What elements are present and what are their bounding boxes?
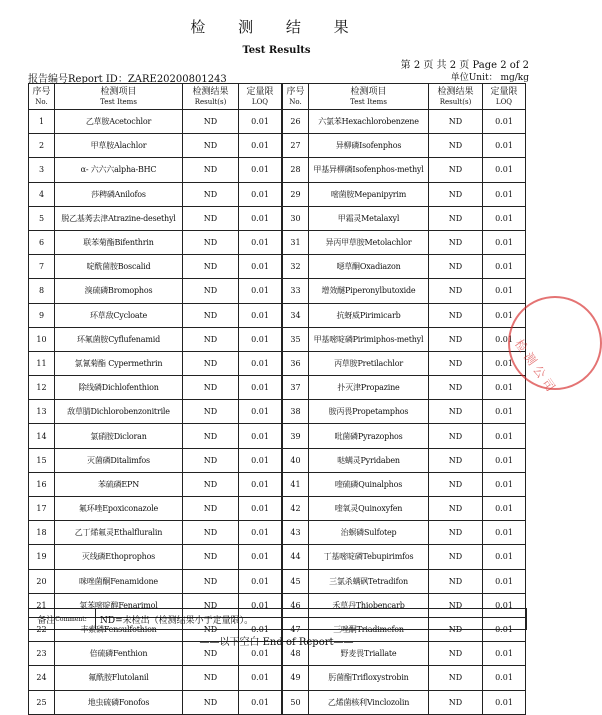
test-item-name: 三氯杀螨砜Tetradifon: [309, 569, 429, 593]
loq-value: 0.01: [239, 690, 282, 714]
row-number: 38: [283, 400, 309, 424]
result-value: ND: [429, 279, 483, 303]
test-item-name: 氯苯嘧啶醇Fenarimol: [55, 593, 183, 617]
loq-value: 0.01: [483, 642, 526, 666]
row-number: 39: [283, 424, 309, 448]
row-number: 12: [29, 376, 55, 400]
result-value: ND: [429, 327, 483, 351]
row-number: 42: [283, 497, 309, 521]
report-title-en: Test Results: [242, 45, 311, 56]
table-row: [29, 255, 282, 279]
test-item-name: 三唑酮Triadimefon: [309, 617, 429, 641]
row-number: 41: [283, 472, 309, 496]
test-item-name: 倍硫磷Fenthion: [55, 642, 183, 666]
loq-value: 0.01: [483, 230, 526, 254]
test-item-name: 乙烯菌核利Vinclozolin: [309, 690, 429, 714]
loq-value: 0.01: [239, 255, 282, 279]
result-value: ND: [183, 545, 239, 569]
result-value: ND: [429, 400, 483, 424]
table-row: [29, 569, 282, 593]
row-number: 46: [283, 593, 309, 617]
loq-value: 0.01: [239, 569, 282, 593]
result-value: ND: [183, 134, 239, 158]
test-item-name: 地虫硫磷Fonofos: [55, 690, 183, 714]
loq-value: 0.01: [239, 666, 282, 690]
test-item-name: α- 六六六alpha-BHC: [55, 158, 183, 182]
table-row: [283, 134, 526, 158]
table-row: [29, 230, 282, 254]
table-row: [29, 351, 282, 375]
table-row: [283, 255, 526, 279]
loq-value: 0.01: [239, 497, 282, 521]
result-value: ND: [429, 521, 483, 545]
loq-value: 0.01: [483, 134, 526, 158]
result-value: ND: [429, 255, 483, 279]
table-row: [283, 521, 526, 545]
row-number: 3: [29, 158, 55, 182]
result-value: ND: [429, 666, 483, 690]
result-value: ND: [183, 158, 239, 182]
test-item-name: 苯硫磷EPN: [55, 472, 183, 496]
table-row: [29, 376, 282, 400]
result-value: ND: [183, 472, 239, 496]
row-number: 19: [29, 545, 55, 569]
test-item-name: 甲基嘧啶磷Pirimiphos-methyl: [309, 327, 429, 351]
table-row: [283, 400, 526, 424]
loq-value: 0.01: [483, 279, 526, 303]
row-number: 34: [283, 303, 309, 327]
loq-value: 0.01: [483, 472, 526, 496]
row-number: 31: [283, 230, 309, 254]
result-value: ND: [183, 279, 239, 303]
loq-value: 0.01: [483, 158, 526, 182]
col-result-header: 检测结果 Result(s): [429, 84, 483, 110]
row-number: 50: [283, 690, 309, 714]
loq-value: 0.01: [483, 521, 526, 545]
test-item-name: 扑灭津Propazine: [309, 376, 429, 400]
table-header-row: [283, 84, 526, 110]
test-item-name: 丁基嘧啶磷Tebupirimfos: [309, 545, 429, 569]
comment-label: 备注 Comment:: [29, 609, 96, 629]
table-row: [283, 110, 526, 134]
loq-value: 0.01: [483, 182, 526, 206]
test-item-name: 环氟菌胺Cyflufenamid: [55, 327, 183, 351]
col-item-header: 检测项目 Test Items: [309, 84, 429, 110]
row-number: 5: [29, 206, 55, 230]
table-row: [283, 545, 526, 569]
table-row: [283, 497, 526, 521]
table-row: [29, 666, 282, 690]
comment-text: ND=未检出（检测结果小于定量限）。: [100, 615, 254, 626]
row-number: 35: [283, 327, 309, 351]
result-value: ND: [429, 206, 483, 230]
result-value: ND: [183, 617, 239, 641]
row-number: 30: [283, 206, 309, 230]
table-row: [283, 424, 526, 448]
result-value: ND: [429, 545, 483, 569]
table-row: [283, 376, 526, 400]
row-number: 28: [283, 158, 309, 182]
row-number: 14: [29, 424, 55, 448]
test-item-name: 增效醚Piperonylbutoxide: [309, 279, 429, 303]
row-number: 18: [29, 521, 55, 545]
row-number: 21: [29, 593, 55, 617]
result-value: ND: [429, 376, 483, 400]
loq-value: 0.01: [483, 303, 526, 327]
table-row: [283, 351, 526, 375]
table-row: [29, 134, 282, 158]
test-item-name: 啶酰菌胺Boscalid: [55, 255, 183, 279]
test-item-name: 氯硝胺Dicloran: [55, 424, 183, 448]
row-number: 9: [29, 303, 55, 327]
result-value: ND: [429, 182, 483, 206]
test-item-name: 喹硫磷Quinalphos: [309, 472, 429, 496]
row-number: 36: [283, 351, 309, 375]
loq-value: 0.01: [483, 569, 526, 593]
result-value: ND: [183, 230, 239, 254]
row-number: 47: [283, 617, 309, 641]
col-seq-header: 序号 No.: [283, 84, 309, 110]
comment-row: [28, 608, 527, 630]
result-value: ND: [183, 182, 239, 206]
table-row: [283, 448, 526, 472]
row-number: 44: [283, 545, 309, 569]
loq-value: 0.01: [239, 206, 282, 230]
table-row: [29, 521, 282, 545]
loq-value: 0.01: [483, 545, 526, 569]
row-number: 2: [29, 134, 55, 158]
loq-value: 0.01: [483, 497, 526, 521]
table-row: [283, 303, 526, 327]
row-number: 49: [283, 666, 309, 690]
table-row: [283, 472, 526, 496]
row-number: 7: [29, 255, 55, 279]
row-number: 6: [29, 230, 55, 254]
table-row: [283, 690, 526, 714]
result-value: ND: [183, 521, 239, 545]
result-value: ND: [429, 158, 483, 182]
end-of-report: ——以下空白 End of Report——: [199, 637, 354, 648]
loq-value: 0.01: [239, 327, 282, 351]
row-number: 20: [29, 569, 55, 593]
col-result-header: 检测结果 Result(s): [183, 84, 239, 110]
test-item-name: 喹氧灵Quinoxyfen: [309, 497, 429, 521]
result-value: ND: [183, 497, 239, 521]
loq-value: 0.01: [483, 327, 526, 351]
test-item-name: 哒螨灵Pyridaben: [309, 448, 429, 472]
test-item-name: 环草敌Cycloate: [55, 303, 183, 327]
table-row: [283, 279, 526, 303]
loq-value: 0.01: [239, 134, 282, 158]
row-number: 10: [29, 327, 55, 351]
row-number: 1: [29, 110, 55, 134]
row-number: 17: [29, 497, 55, 521]
loq-value: 0.01: [483, 448, 526, 472]
row-number: 11: [29, 351, 55, 375]
table-row: [283, 569, 526, 593]
test-item-name: 野麦畏Triallate: [309, 642, 429, 666]
result-value: ND: [183, 400, 239, 424]
table-row: [29, 472, 282, 496]
loq-value: 0.01: [239, 351, 282, 375]
result-value: ND: [429, 617, 483, 641]
table-row: [29, 182, 282, 206]
test-item-name: 甲草胺Alachlor: [55, 134, 183, 158]
test-item-name: 治螟磷Sulfotep: [309, 521, 429, 545]
loq-value: 0.01: [483, 690, 526, 714]
report-title-cn: 检 测 结 果: [190, 18, 363, 36]
test-item-name: 丰索磷Fensulfothion: [55, 617, 183, 641]
test-item-name: 灭菌磷Ditalimfos: [55, 448, 183, 472]
result-value: ND: [429, 448, 483, 472]
result-value: ND: [429, 303, 483, 327]
row-number: 8: [29, 279, 55, 303]
row-number: 23: [29, 642, 55, 666]
test-item-name: 莎稗磷Anilofos: [55, 182, 183, 206]
loq-value: 0.01: [483, 351, 526, 375]
test-item-name: 咪唑菌酮Fenamidone: [55, 569, 183, 593]
row-number: 26: [283, 110, 309, 134]
row-number: 43: [283, 521, 309, 545]
loq-value: 0.01: [239, 617, 282, 641]
table-row: [29, 206, 282, 230]
loq-value: 0.01: [239, 110, 282, 134]
unit-label: 单位Unit： mg/kg: [450, 73, 529, 83]
result-value: ND: [429, 424, 483, 448]
table-row: [283, 158, 526, 182]
loq-value: 0.01: [483, 593, 526, 617]
loq-value: 0.01: [483, 666, 526, 690]
table-row: [29, 110, 282, 134]
result-value: ND: [429, 593, 483, 617]
table-row: [29, 424, 282, 448]
page-info: 第 2 页 共 2 页 Page 2 of 2: [400, 60, 529, 71]
row-number: 16: [29, 472, 55, 496]
test-item-name: 乙丁烯氟灵Ethalfluralin: [55, 521, 183, 545]
row-number: 40: [283, 448, 309, 472]
row-number: 13: [29, 400, 55, 424]
test-item-name: 灭线磷Ethoprophos: [55, 545, 183, 569]
loq-value: 0.01: [239, 545, 282, 569]
loq-value: 0.01: [239, 521, 282, 545]
result-value: ND: [183, 666, 239, 690]
row-number: 22: [29, 617, 55, 641]
test-item-name: 甲霜灵Metalaxyl: [309, 206, 429, 230]
test-item-name: 甲基异柳磷Isofenphos-methyl: [309, 158, 429, 182]
loq-value: 0.01: [483, 376, 526, 400]
table-row: [29, 303, 282, 327]
test-item-name: 氯氰菊酯 Cypermethrin: [55, 351, 183, 375]
table-row: [29, 690, 282, 714]
loq-value: 0.01: [483, 255, 526, 279]
result-value: ND: [429, 497, 483, 521]
result-value: ND: [183, 303, 239, 327]
result-value: ND: [429, 351, 483, 375]
test-item-name: 胺丙畏Propetamphos: [309, 400, 429, 424]
row-number: 45: [283, 569, 309, 593]
row-number: 29: [283, 182, 309, 206]
result-value: ND: [183, 424, 239, 448]
test-item-name: 六氯苯Hexachlorobenzene: [309, 110, 429, 134]
result-value: ND: [183, 376, 239, 400]
result-value: ND: [429, 569, 483, 593]
result-value: ND: [183, 690, 239, 714]
table-row: [29, 279, 282, 303]
loq-value: 0.01: [239, 424, 282, 448]
loq-value: 0.01: [239, 303, 282, 327]
row-number: 37: [283, 376, 309, 400]
table-row: [283, 327, 526, 351]
test-item-name: 抗蚜威Pirimicarb: [309, 303, 429, 327]
test-item-name: 脱乙基莠去津Atrazine-desethyl: [55, 206, 183, 230]
loq-value: 0.01: [239, 158, 282, 182]
loq-value: 0.01: [483, 400, 526, 424]
loq-value: 0.01: [239, 182, 282, 206]
row-number: 48: [283, 642, 309, 666]
test-item-name: 溴硫磷Bromophos: [55, 279, 183, 303]
table-row: [29, 545, 282, 569]
table-row: [283, 206, 526, 230]
test-item-name: 吡菌磷Pyrazophos: [309, 424, 429, 448]
result-value: ND: [183, 448, 239, 472]
test-item-name: 丙草胺Pretilachlor: [309, 351, 429, 375]
table-row: [29, 448, 282, 472]
table-row: [283, 182, 526, 206]
test-item-name: 氟环唑Epoxiconazole: [55, 497, 183, 521]
test-item-name: 嘧菌胺Mepanipyrim: [309, 182, 429, 206]
row-number: 15: [29, 448, 55, 472]
loq-value: 0.01: [239, 230, 282, 254]
result-value: ND: [429, 642, 483, 666]
result-value: ND: [429, 110, 483, 134]
loq-value: 0.01: [239, 279, 282, 303]
result-value: ND: [183, 327, 239, 351]
col-item-header: 检测项目 Test Items: [55, 84, 183, 110]
row-number: 24: [29, 666, 55, 690]
loq-value: 0.01: [483, 206, 526, 230]
loq-value: 0.01: [483, 424, 526, 448]
table-header-row: [29, 84, 282, 110]
col-loq-header: 定量限 LOQ: [483, 84, 526, 110]
table-row: [29, 327, 282, 351]
table-row: [29, 497, 282, 521]
report-id: 报告编号Report ID：ZARE20200801243: [28, 74, 227, 85]
result-value: ND: [183, 569, 239, 593]
result-value: ND: [183, 110, 239, 134]
result-value: ND: [183, 642, 239, 666]
loq-value: 0.01: [483, 110, 526, 134]
result-value: ND: [183, 351, 239, 375]
loq-value: 0.01: [239, 642, 282, 666]
result-value: ND: [429, 690, 483, 714]
loq-value: 0.01: [239, 472, 282, 496]
result-value: ND: [183, 593, 239, 617]
test-item-name: 异丙甲草胺Metolachlor: [309, 230, 429, 254]
row-number: 27: [283, 134, 309, 158]
row-number: 32: [283, 255, 309, 279]
row-number: 25: [29, 690, 55, 714]
loq-value: 0.01: [483, 617, 526, 641]
loq-value: 0.01: [239, 593, 282, 617]
table-row: [29, 400, 282, 424]
test-item-name: 联苯菊酯Bifenthrin: [55, 230, 183, 254]
test-item-name: 禾草丹Thiobencarb: [309, 593, 429, 617]
test-item-name: 除线磷Dichlofenthion: [55, 376, 183, 400]
table-row: [283, 230, 526, 254]
test-item-name: 氟酰胺Flutolanil: [55, 666, 183, 690]
table-row: [283, 666, 526, 690]
test-item-name: 噁草酮Oxadiazon: [309, 255, 429, 279]
result-value: ND: [429, 230, 483, 254]
col-loq-header: 定量限 LOQ: [239, 84, 282, 110]
result-value: ND: [429, 472, 483, 496]
test-item-name: 肟菌酯Trifloxystrobin: [309, 666, 429, 690]
test-item-name: 敌草腈Dichlorobenzonitrile: [55, 400, 183, 424]
table-row: [29, 158, 282, 182]
red-seal-stamp: 检测公司: [508, 296, 602, 390]
col-seq-header: 序号 No.: [29, 84, 55, 110]
row-number: 4: [29, 182, 55, 206]
result-value: ND: [183, 206, 239, 230]
result-value: ND: [183, 255, 239, 279]
row-number: 33: [283, 279, 309, 303]
loq-value: 0.01: [239, 400, 282, 424]
loq-value: 0.01: [239, 448, 282, 472]
result-value: ND: [429, 134, 483, 158]
loq-value: 0.01: [239, 376, 282, 400]
test-item-name: 乙草胺Acetochlor: [55, 110, 183, 134]
test-item-name: 异柳磷Isofenphos: [309, 134, 429, 158]
